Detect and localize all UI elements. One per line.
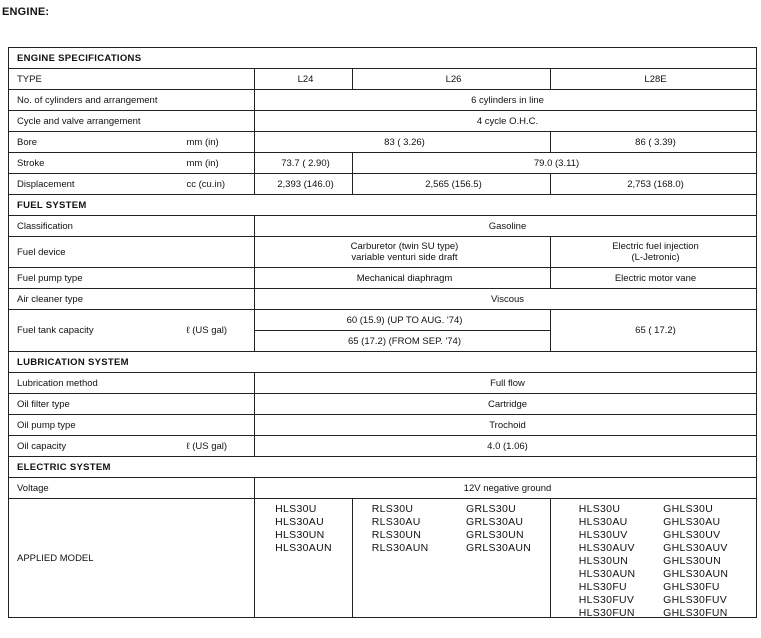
- type-l28e: L28E: [551, 69, 757, 90]
- row-stroke: [9, 153, 757, 174]
- row-label: Lubrication method: [9, 373, 255, 394]
- model-code: GHLS30FUN: [663, 607, 728, 618]
- fuel-device-l28e: [551, 237, 757, 268]
- row-label: Classification: [9, 216, 255, 237]
- row-label-applied-model: [9, 499, 255, 618]
- type-l26: L26: [353, 69, 551, 90]
- row-displacement: [9, 174, 757, 195]
- applied-model-l28e: [551, 499, 757, 618]
- fuel-device-line: Electric fuel injection: [612, 241, 699, 252]
- model-list-l28e: [551, 499, 756, 617]
- model-code: GHLS30AU: [663, 516, 721, 528]
- model-code: GHLS30UN: [663, 555, 721, 567]
- row-cycle: [9, 111, 757, 132]
- row-label: Oil capacity: [9, 436, 179, 457]
- fuel-device-line: Carburetor (twin SU type): [350, 241, 459, 252]
- model-code: GHLS30FU: [663, 581, 720, 593]
- fuel-pump-l28e: Electric motor vane: [551, 268, 757, 289]
- stroke-l26-l28e: 79.0 (3.11): [353, 153, 757, 174]
- row-label: No. of cylinders and arrangement: [9, 90, 255, 111]
- fuel-device-line: variable venturi side draft: [351, 252, 458, 263]
- fuel-tank-upper: 60 (15.9) (UP TO AUG. '74): [255, 310, 551, 331]
- section-electric-system: [9, 457, 757, 478]
- model-code: RLS30AUN: [371, 542, 429, 554]
- applied-model-label: APPLIED MODEL: [17, 552, 94, 564]
- row-fuel-tank-upper: [9, 310, 757, 331]
- fuel-tank-lower: 65 (17.2) (FROM SEP. '74): [255, 331, 551, 352]
- section-title: ENGINE SPECIFICATIONS: [9, 48, 757, 69]
- row-label: Displacement: [9, 174, 179, 195]
- model-code: RLS30U: [371, 503, 414, 515]
- cylinders-value: 6 cylinders in line: [255, 90, 757, 111]
- row-classification: [9, 216, 757, 237]
- model-list-l24: [255, 499, 352, 617]
- model-code: HLS30FUN: [578, 607, 635, 618]
- section-title: ELECTRIC SYSTEM: [9, 457, 757, 478]
- bore-l28e: 86 ( 3.39): [551, 132, 757, 153]
- model-code: GHLS30UV: [663, 529, 721, 541]
- row-unit: mm (in): [179, 132, 255, 153]
- model-list-l26: [353, 499, 550, 617]
- model-code: HLS30AUN: [578, 568, 636, 580]
- fuel-device-l24-l26: [255, 237, 551, 268]
- model-code: HLS30UV: [578, 529, 628, 541]
- model-code: HLS30U: [275, 503, 317, 515]
- oil-capacity-value: 4.0 (1.06): [255, 436, 757, 457]
- model-code: RLS30UN: [371, 529, 422, 541]
- model-column: [275, 503, 332, 617]
- model-code: HLS30U: [578, 503, 621, 515]
- applied-model-l24: [255, 499, 353, 618]
- applied-model-l26: [353, 499, 551, 618]
- fuel-device-line: (L-Jetronic): [631, 252, 680, 263]
- row-fuel-device: [9, 237, 757, 268]
- row-label: Stroke: [9, 153, 179, 174]
- air-cleaner-value: Viscous: [255, 289, 757, 310]
- model-code: HLS30AUV: [578, 542, 635, 554]
- model-code: GHLS30AUV: [663, 542, 728, 554]
- row-unit: mm (in): [179, 153, 255, 174]
- model-code: GRLS30AU: [466, 516, 524, 528]
- fuel-tank-l28e: 65 ( 17.2): [551, 310, 757, 352]
- row-label: Cycle and valve arrangement: [9, 111, 255, 132]
- classification-value: Gasoline: [255, 216, 757, 237]
- oil-filter-value: Cartridge: [255, 394, 757, 415]
- row-label: Voltage: [9, 478, 255, 499]
- model-code: HLS30FU: [578, 581, 627, 593]
- displacement-l26: 2,565 (156.5): [353, 174, 551, 195]
- model-code: GHLS30AUN: [663, 568, 729, 580]
- row-unit: ℓ (US gal): [179, 310, 255, 352]
- row-voltage: [9, 478, 757, 499]
- section-title: FUEL SYSTEM: [9, 195, 757, 216]
- model-code: HLS30AU: [578, 516, 628, 528]
- section-title: LUBRICATION SYSTEM: [9, 352, 757, 373]
- row-oil-capacity: [9, 436, 757, 457]
- row-lubrication-method: [9, 373, 757, 394]
- model-column: [372, 503, 429, 617]
- model-code: HLS30AUN: [275, 542, 332, 554]
- row-type: [9, 69, 757, 90]
- model-column: [466, 503, 531, 617]
- displacement-l28e: 2,753 (168.0): [551, 174, 757, 195]
- voltage-value: 12V negative ground: [255, 478, 757, 499]
- model-code: RLS30AU: [371, 516, 421, 528]
- section-engine-specifications: [9, 48, 757, 69]
- model-code: GRLS30UN: [466, 529, 524, 541]
- model-code: GRLS30AUN: [466, 542, 532, 554]
- oil-pump-value: Trochoid: [255, 415, 757, 436]
- section-lubrication-system: [9, 352, 757, 373]
- page-heading: ENGINE:: [2, 6, 50, 18]
- row-applied-model: [9, 499, 757, 618]
- row-label: Fuel tank capacity: [9, 310, 179, 352]
- bore-l24-l26: 83 ( 3.26): [255, 132, 551, 153]
- model-column: [663, 503, 728, 617]
- model-code: GHLS30U: [663, 503, 714, 515]
- row-unit: cc (cu.in): [179, 174, 255, 195]
- row-oil-pump: [9, 415, 757, 436]
- row-air-cleaner: [9, 289, 757, 310]
- row-fuel-pump: [9, 268, 757, 289]
- cycle-value: 4 cycle O.H.C.: [255, 111, 757, 132]
- model-code: GHLS30FUV: [663, 594, 728, 606]
- model-code: GRLS30U: [466, 503, 517, 515]
- row-oil-filter: [9, 394, 757, 415]
- row-label: Oil pump type: [9, 415, 255, 436]
- row-unit: ℓ (US gal): [179, 436, 255, 457]
- row-bore: [9, 132, 757, 153]
- row-label: Fuel pump type: [9, 268, 255, 289]
- section-fuel-system: [9, 195, 757, 216]
- model-code: HLS30UN: [578, 555, 629, 567]
- model-column: [579, 503, 636, 617]
- model-code: HLS30AU: [275, 516, 324, 528]
- model-code: HLS30UN: [275, 529, 325, 541]
- row-label: TYPE: [9, 69, 255, 90]
- row-label: Oil filter type: [9, 394, 255, 415]
- model-code: HLS30FUV: [578, 594, 635, 606]
- row-label: Fuel device: [9, 237, 255, 268]
- type-l24: L24: [255, 69, 353, 90]
- row-label: Air cleaner type: [9, 289, 255, 310]
- displacement-l24: 2,393 (146.0): [255, 174, 353, 195]
- row-label: Bore: [9, 132, 179, 153]
- engine-spec-table: [8, 47, 757, 618]
- fuel-pump-l24-l26: Mechanical diaphragm: [255, 268, 551, 289]
- lubrication-method-value: Full flow: [255, 373, 757, 394]
- stroke-l24: 73.7 ( 2.90): [255, 153, 353, 174]
- row-cylinders: [9, 90, 757, 111]
